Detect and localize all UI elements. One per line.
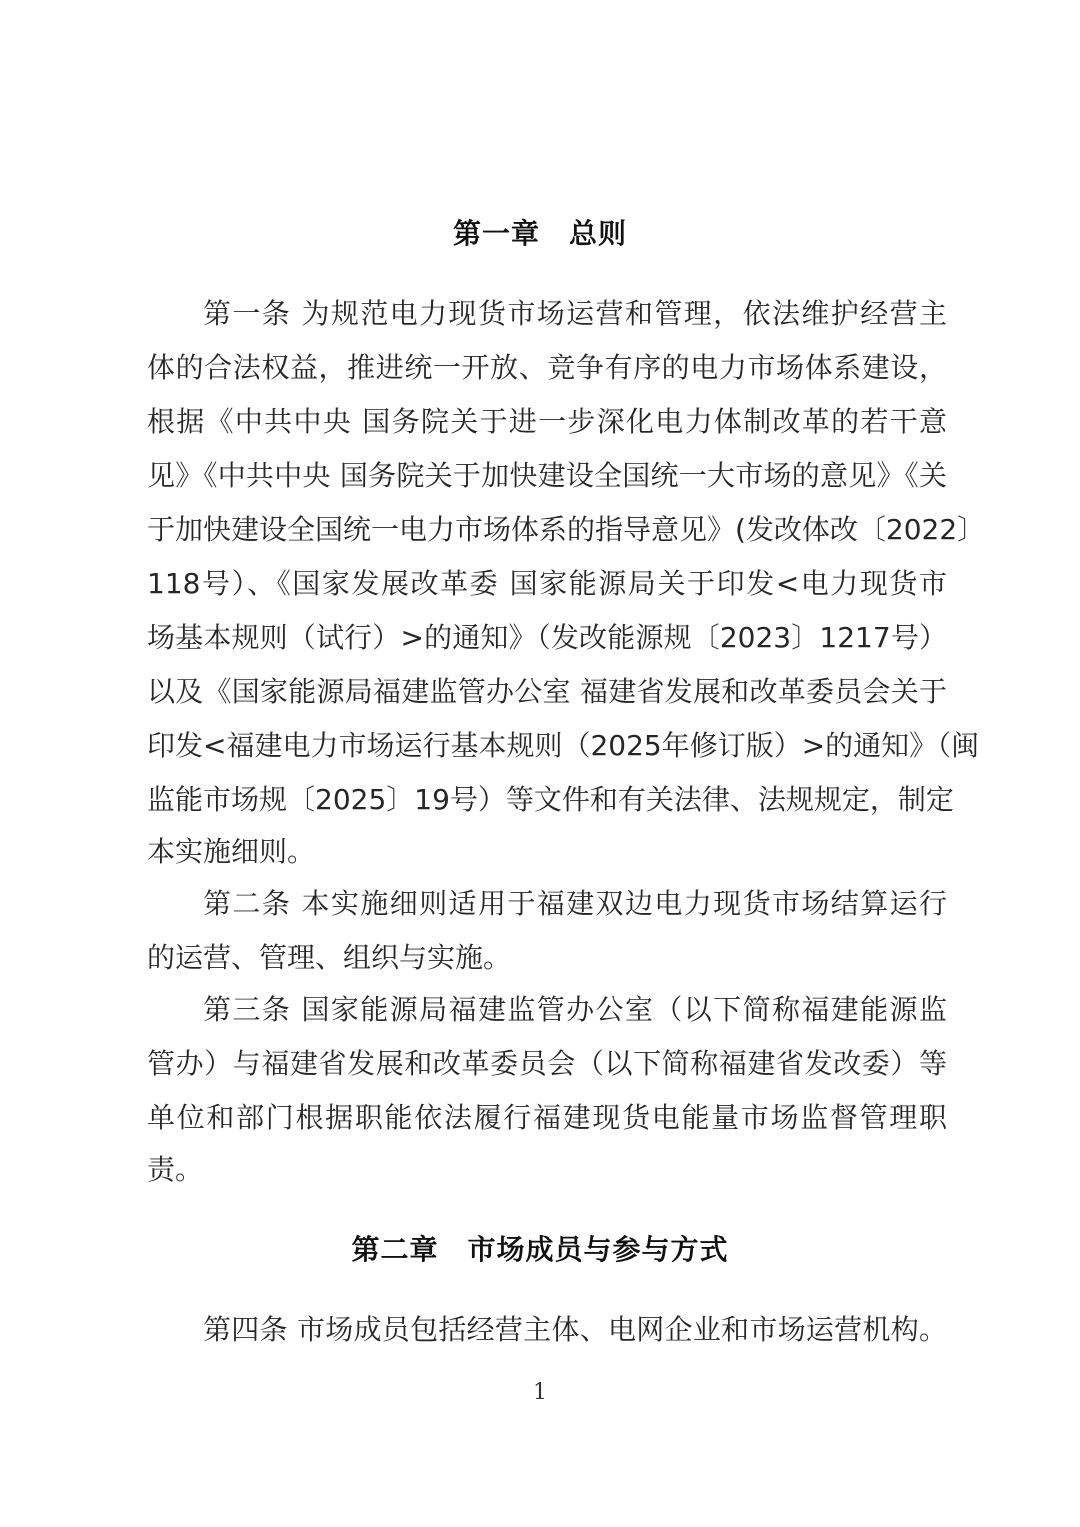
article-1-line-11: 本实施细则。 [147,835,316,868]
article-3-line-2: 管办）与福建省发展和改革委员会（以下简称福建省发改委）等 [147,1047,947,1080]
article-1-line-10: 监能市场规〔2025〕19号）等文件和有关法律、法规规定，制定 [147,783,954,816]
page-number: 1 [533,1380,547,1405]
article-1-line-9: 印发<福建电力市场运行基本规则（2025年修订版）>的通知》（闽 [147,729,980,762]
article-3-line-1: 第三条 国家能源局福建监管办公室（以下简称福建能源监 [203,993,947,1026]
article-1-line-1: 第一条 为规范电力现货市场运营和管理，依法维护经营主 [203,297,947,330]
article-1-line-7: 场基本规则（试行）>的通知》（发改能源规〔2023〕1217号） [147,621,947,654]
article-2-line-1: 第二条 本实施细则适用于福建双边电力现货市场结算运行 [203,887,947,920]
chapter-2-title: 第二章 市场成员与参与方式 [351,1233,729,1266]
article-1-line-3: 根据《中共中央 国务院关于进一步深化电力体制改革的若干意 [147,405,947,438]
article-1-line-5: 于加快建设全国统一电力市场体系的指导意见》(发改体改〔2022〕 [147,513,986,546]
article-3-line-3: 单位和部门根据职能依法履行福建现货电能量市场监督管理职 [147,1101,947,1134]
chapter-1-title: 第一章 总则 [452,217,627,250]
article-1-line-4: 见》《中共中央 国务院关于加快建设全国统一大市场的意见》《关 [147,459,947,492]
article-3-line-4: 责。 [147,1153,204,1186]
article-1-line-6: 118号）、《国家发展改革委 国家能源局关于印发<电力现货市 [147,567,947,600]
article-1-line-2: 体的合法权益，推进统一开放、竞争有序的电力市场体系建设， [147,351,947,384]
article-4-line-1: 第四条 市场成员包括经营主体、电网企业和市场运营机构。 [203,1313,947,1346]
article-2-line-2: 的运营、管理、组织与实施。 [147,941,512,974]
article-1-line-8: 以及《国家能源局福建监管办公室 福建省发展和改革委员会关于 [147,675,947,708]
